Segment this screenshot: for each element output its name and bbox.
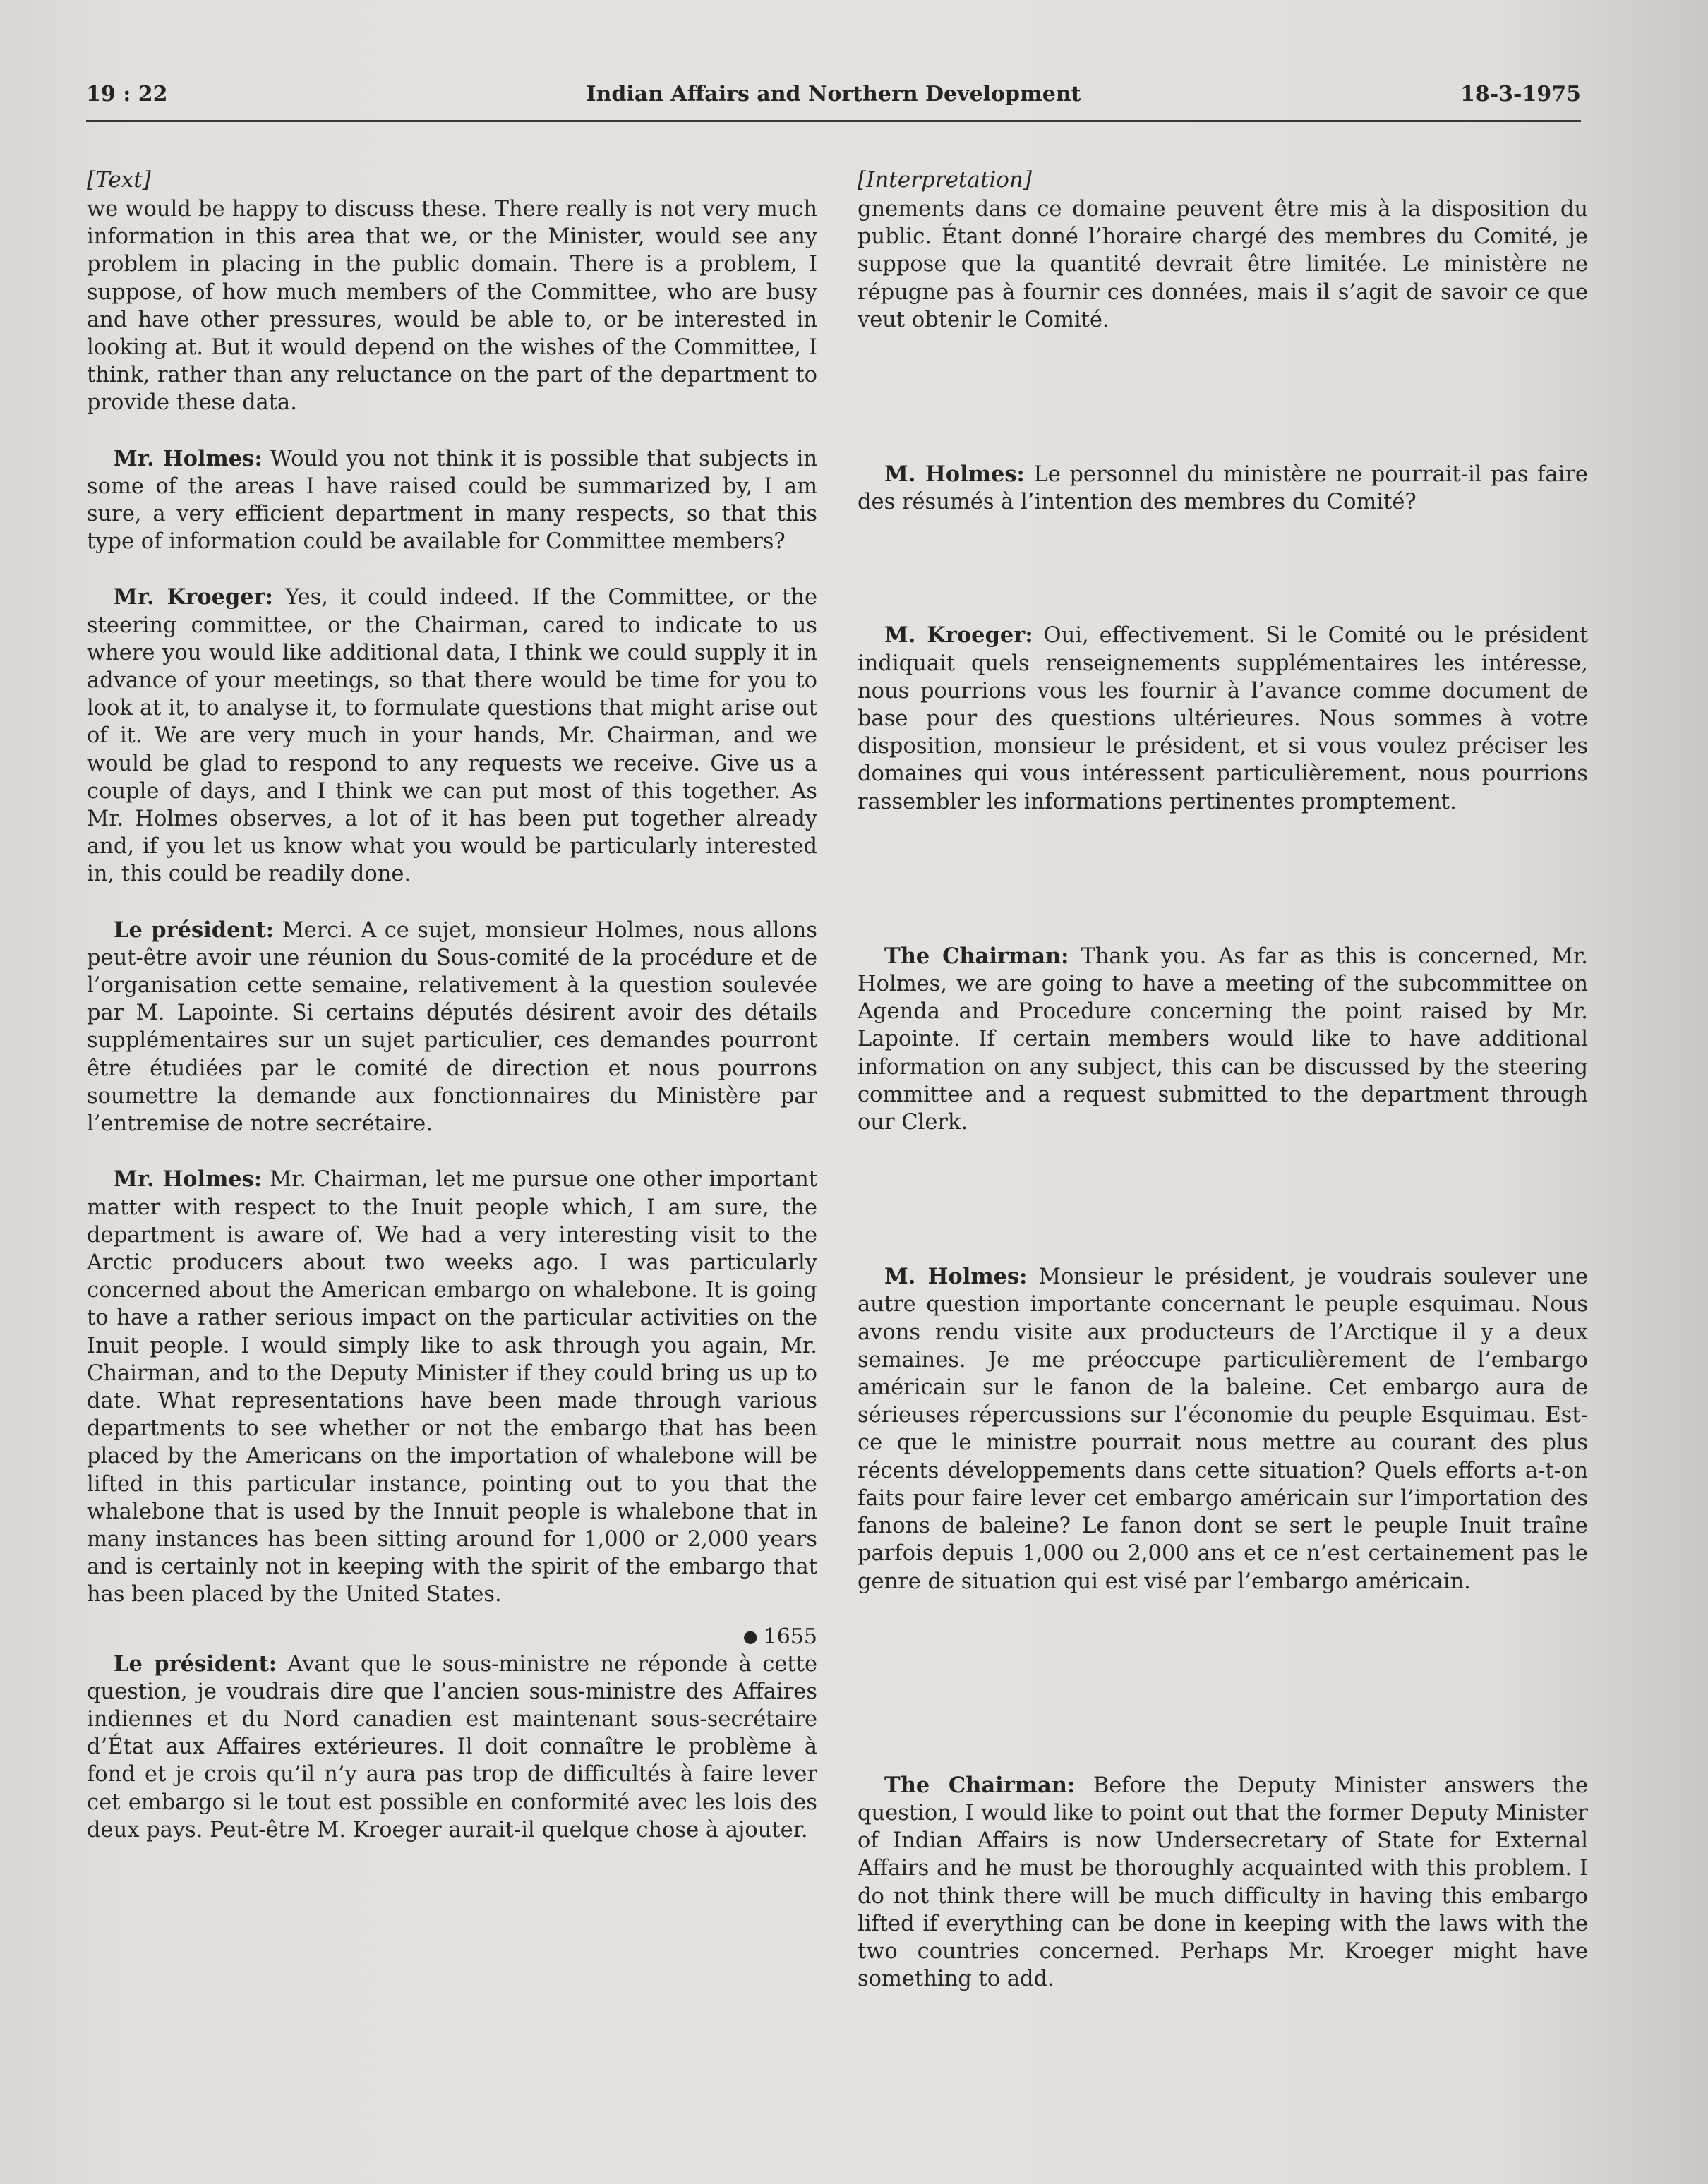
speech-text: Would you not think it is possible that subjects in some of the areas I have raised could be summarized by, I am sure, a very efficient department in many respects, so that this type of information could be available for Committee members? xyxy=(87,446,817,555)
speech-text: Avant que le sous-ministre ne réponde à cette question, je voudrais dire que l’ancien sous-ministre des Affaires indiennes et du Nord canadien est maintenant sous-secrétaire d’État aux Affaires extérieures. Il doit connaître le problème à fond et je crois qu’il n’y aura pas trop de difficultés à faire lever cet embargo si le tout est possible en conformité avec les lois des deux pays. Peut-être M. Kroeger aurait-il quelque chose à ajouter. xyxy=(87,1651,817,1842)
right-paragraph-3 xyxy=(858,622,1588,815)
left-column xyxy=(87,167,817,1844)
column-label-text: [Text] xyxy=(87,167,151,193)
speech-text: Thank you. As far as this is concerned, Mr. Holmes, we are going to have a meeting of the subcommittee on Agenda and Procedure concerning the point raised by Mr. Lapointe. If certain members would like to have additional information on any subject, this can be discussed by the steering committee and a request submitted to the department through our Clerk. xyxy=(858,943,1588,1135)
speaker-name: Mr. Holmes: xyxy=(114,445,263,471)
speech-text: Le personnel du ministère ne pourrait-il pas faire des résumés à l’intention des membres du Comité? xyxy=(858,462,1588,515)
left-paragraph-2 xyxy=(87,445,817,556)
left-paragraph-3 xyxy=(87,584,817,888)
left-paragraph-5 xyxy=(87,1166,817,1608)
timecode xyxy=(87,1623,817,1651)
speaker-name: Mr. Kroeger: xyxy=(114,584,274,610)
right-paragraph-1: gnements dans ce domaine peuvent être mis à la disposition du public. Étant donné l’horaire chargé des membres du Comité, je suppose que la quantité devrait être limitée. Le ministère ne répugne pas à fournir ces données, mais il s’agit de savoir ce que veut obtenir le Comité. xyxy=(858,197,1588,332)
speaker-name: The Chairman: xyxy=(884,1772,1076,1798)
speaker-name: Mr. Holmes: xyxy=(114,1166,263,1193)
column-label-interpretation: [Interpretation] xyxy=(858,167,1032,193)
speech-text: Oui, effectivement. Si le Comité ou le président indiquait quels renseignements supplémentaires les intéresse, nous pourrions vous les fournir à l’avance comme document de base pour des questions ultérieures. Nous sommes à votre disposition, monsieur le président, et si vous voulez préciser les domaines qui vous intéressent particulièrement, nous pourrions rassembler les informations pertinentes promptement. xyxy=(858,623,1588,814)
page-header xyxy=(86,79,1581,122)
right-column xyxy=(858,167,1588,1993)
speech-text: Before the Deputy Minister answers the question, I would like to point out that the former Deputy Minister of Indian Affairs is now Undersecretary of State for External Affairs and he must be thoroughly acquainted with this problem. I do not think there will be much difficulty in having this embargo lifted if everything can be done in keeping with the laws with the two countries concerned. Perhaps Mr. Kroeger might have something to add. xyxy=(858,1773,1588,1992)
speaker-name: The Chairman: xyxy=(884,943,1069,969)
right-paragraph-4 xyxy=(858,943,1588,1136)
speech-text: Merci. A ce sujet, monsieur Holmes, nous allons peut-être avoir une réunion du Sous-comité de la procédure et de l’organisation cette semaine, relativement à la question soulevée par M. Lapointe. Si certains députés désirent avoir des détails supplémentaires sur un sujet particulier, ces demandes pourront être étudiées par le comité de direction et nous pourrons soumettre la demande aux fonctionnaires du Ministère par l’entremise de notre secrétaire. xyxy=(87,917,818,1137)
speech-text: Yes, it could indeed. If the Committee, or the steering committee, or the Chairman, cared to indicate to us where you would like additional data, I think we could supply it in advance of your meetings, so that there would be time for you to look at it, to analyse it, to formulate questions that might arise out of it. We are very much in your hands, Mr. Chairman, and we would be glad to respond to any requests we receive. Give us a couple of days, and I think we can put most of this together. As Mr. Holmes observes, a lot of it has been put together already and, if you let us know what you would be particularly interested in, this could be readily done. xyxy=(87,585,818,887)
speech-text: Monsieur le président, je voudrais soulever une autre question importante concernant le peuple esquimau. Nous avons rendu visite aux producteurs de l’Arctique il y a deux semaines. Je me préoccupe particulièrement de l’embargo américain sur le fanon de la baleine. Cet embargo aura de sérieuses répercussions sur l’économie du peuple Esquimau. Est-ce que le ministre pourrait nous mettre au courant des plus récents développements dans cette situation? Quels efforts a-t-on faits pour faire lever cet embargo américain sur l’importation des fanons de baleine? Le fanon dont se sert le peuple Inuit traîne parfois depuis 1,000 ou 2,000 ans et ce n’est certainement pas le genre de situation qui est visé par l’embargo américain. xyxy=(858,1265,1588,1594)
left-paragraph-6 xyxy=(87,1651,817,1844)
left-paragraph-1: we would be happy to discuss these. There really is not very much information in this area that we, or the Minister, would see any problem in placing in the public domain. There is a problem, I suppose, of how much members of the Committee, who are busy and have other pressures, would be able to, or be interested in looking at. But it would depend on the wishes of the Committee, I think, rather than any reluctance on the part of the department to provide these data. xyxy=(87,197,817,416)
speaker-name: M. Kroeger: xyxy=(884,622,1033,648)
left-paragraph-4 xyxy=(87,917,817,1138)
right-paragraph-2 xyxy=(858,461,1588,516)
issue-date: 18-3-1975 xyxy=(1460,82,1581,107)
speaker-name: Le président: xyxy=(114,1651,277,1677)
running-title: Indian Affairs and Northern Development xyxy=(586,82,1081,107)
bullet-icon: ● xyxy=(742,1626,758,1646)
page-number: 19 : 22 xyxy=(86,82,168,107)
speaker-name: M. Holmes: xyxy=(884,1264,1028,1290)
timecode-value: 1655 xyxy=(763,1624,817,1649)
right-paragraph-6 xyxy=(858,1772,1588,1993)
speech-text: Mr. Chairman, let me pursue one other important matter with respect to the Inuit people which, I am sure, the department is aware of. We had a very interesting visit to the Arctic producers about two weeks ago. I was particularly concerned about the American embargo on whalebone. It is going to have a rather serious impact on the particular activities on the Inuit people. I would simply like to ask through you again, Mr. Chairman, and to the Deputy Minister if they could bring us up to date. What representations have been made through various departments to see whether or not the embargo that has been placed by the Americans on the importation of whalebone will be lifted in this particular instance, pointing out to you that the whalebone that is used by the Innuit people is whalebone that in many instances has been sitting around for 1,000 or 2,000 years and is certainly not in keeping with the spirit of the embargo that has been placed by the United States. xyxy=(87,1167,817,1607)
speaker-name: Le président: xyxy=(114,917,275,943)
speaker-name: M. Holmes: xyxy=(884,461,1025,488)
right-paragraph-5 xyxy=(858,1263,1588,1595)
